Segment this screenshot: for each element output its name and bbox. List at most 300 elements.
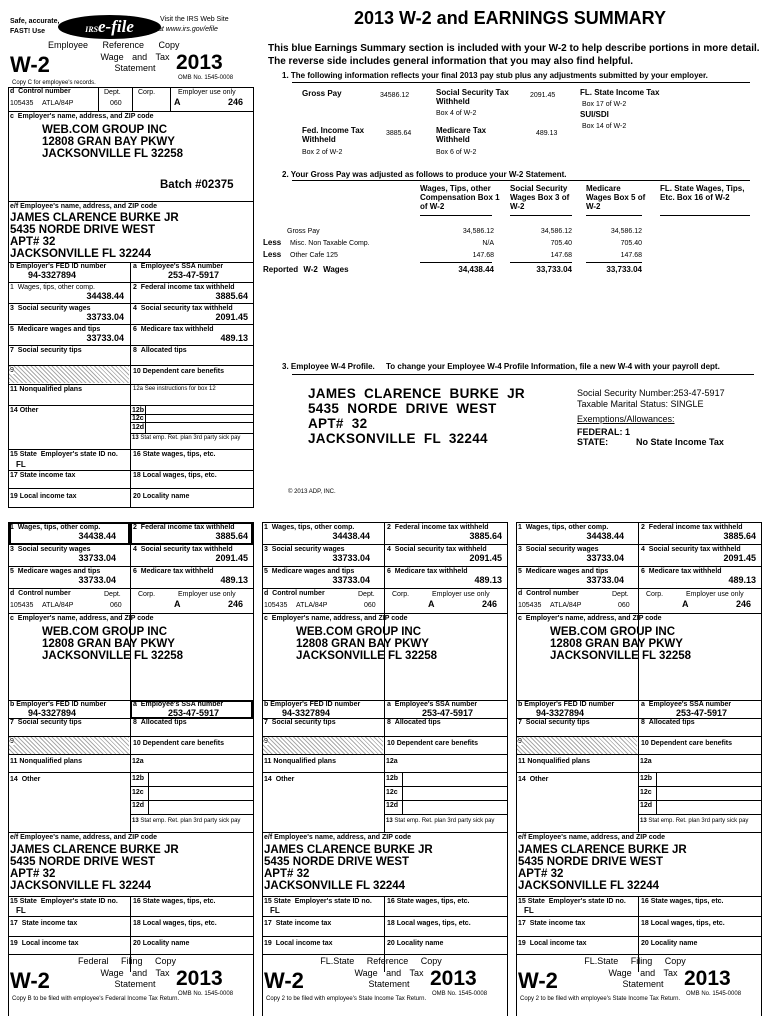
box6-label: 6 Medicare tax withheld [387, 568, 468, 575]
ssa-highlight [130, 700, 253, 719]
box3-value: 33733.04 [78, 553, 116, 563]
employee-address-label: e/f Employee's name, address, and ZIP code [10, 203, 158, 210]
box12a-label: 12a [640, 758, 652, 765]
box3-value: 33733.04 [86, 312, 124, 322]
dept-code: 060 [110, 100, 122, 107]
box16-label: 16 State wages, tips, etc. [387, 898, 470, 905]
intro-line-2: The reverse side includes general information that you may also find helpful. [268, 56, 634, 67]
fed-tax-value: 3885.64 [386, 130, 412, 137]
ssa-label: a Employee's SSA number [133, 701, 224, 708]
box8-label: 8 Allocated tips [387, 719, 441, 726]
adjustment-box1: N/A [482, 240, 494, 247]
employer-use-value: 246 [736, 599, 752, 609]
box1-value: 34438.44 [586, 531, 624, 541]
box1-value: 34438.44 [332, 531, 370, 541]
employer-use-value: 246 [228, 599, 244, 609]
box3-label: 3 Social security wages [10, 546, 91, 553]
box15-state: FL [16, 906, 26, 915]
copy-title: FL.State Reference Copy [320, 956, 442, 966]
employee-apt: APT# 32 [264, 868, 310, 880]
fed-id-value: 94-3327894 [28, 708, 77, 718]
box18-label: 18 Local wages, tips, etc. [387, 920, 471, 927]
col-header-box16: FL. State Wages, Tips, Etc. Box 16 of W-2 [660, 184, 745, 202]
box7-label: 7 Social security tips [10, 347, 82, 354]
section-3-instruction: To change your Employee W-4 Profile Information, file a new W-4 with your payroll dept. [386, 362, 720, 371]
box4-value: 2091.45 [215, 553, 248, 563]
box9-shaded [263, 737, 383, 754]
copy-subtitle: Wage and Tax Statement [608, 968, 678, 990]
copy-note: Copy 2 to be filed with employee's State Income Tax Return. [266, 996, 427, 1002]
box12b: 12b [640, 775, 653, 782]
box18-label: 18 Local wages, tips, etc. [133, 920, 217, 927]
fed-id-value: 94-3327894 [282, 708, 331, 718]
employer-street: 12808 GRAN BAY PKWY [42, 136, 175, 148]
employee-apt: APT# 32 [10, 236, 56, 248]
gross-pay-value: 34586.12 [380, 92, 410, 99]
box1-value: 34438.44 [86, 291, 124, 301]
box15-label: 15 State Employer's state ID no. [10, 898, 118, 905]
tax-year: 2013 [430, 967, 477, 990]
irs-visit-text: Visit the IRS Web Site [160, 16, 229, 23]
box13-label: 13 Stat emp. Ret. plan 3rd party sick pay [640, 818, 749, 824]
copy-note: Copy C for employee's records. [12, 80, 96, 86]
w2-copy-3 [516, 522, 762, 1016]
box5-label: 5 Medicare wages and tips [518, 568, 609, 575]
box15-state: FL [16, 460, 26, 469]
box2-label: 2 Federal income tax withheld [133, 284, 235, 291]
tax-year: 2013 [684, 967, 731, 990]
control-number: 105435 [10, 100, 34, 107]
dept-label: Dept. [104, 591, 121, 598]
form-name: W-2 [264, 968, 304, 993]
control-label: d Control number [518, 590, 579, 597]
medicare-tax-label: Medicare Tax Withheld [436, 126, 487, 144]
safe-text: Safe, accurate, [10, 18, 60, 25]
adjustment-box1: 147.68 [472, 252, 494, 259]
ssn-line: Social Security Number:253-47-5917 [577, 388, 725, 398]
box9-shaded [9, 737, 129, 754]
ssa-value: 253-47-5917 [422, 708, 474, 718]
omb-number: OMB No. 1545-0008 [432, 991, 488, 997]
box18-label: 18 Local wages, tips, etc. [641, 920, 725, 927]
ssa-label: a Employee's SSA number [641, 701, 732, 708]
box6-label: 6 Medicare tax withheld [641, 568, 722, 575]
box15-state: FL [524, 906, 534, 915]
employer-name: WEB.COM GROUP INC [550, 626, 676, 638]
corp-label: Corp. [138, 591, 156, 598]
box12a-label: 12a [132, 758, 144, 765]
marital-status: Taxable Marital Status: SINGLE [577, 399, 704, 409]
irs-url-text: at www.irs.gov/efile [158, 26, 218, 33]
box4-value: 2091.45 [723, 553, 756, 563]
employee-apt: APT# 32 [10, 868, 56, 880]
box12d: 12d [386, 802, 399, 809]
corp-code: A [174, 599, 181, 609]
corp-code: A [428, 599, 435, 609]
box9-number: 9 [10, 738, 14, 745]
copy-note: Copy B to be filed with employee's Federal Income Tax Return. [12, 996, 180, 1002]
w2-copy-c [8, 8, 254, 502]
employer-use-label: Employer use only [178, 591, 236, 598]
federal-exemptions: FEDERAL: 1 [577, 427, 631, 437]
section-1-heading: 1. The following information reflects your final 2013 pay stub plus any adjustments submitted by your employer. [282, 71, 708, 80]
employee-street: 5435 NORDE DRIVE WEST [10, 224, 156, 236]
copy-title: Federal Filing Copy [77, 956, 177, 966]
employer-use-value: 246 [482, 599, 498, 609]
form-name: W-2 [518, 968, 558, 993]
box11-label: 11 Nonqualified plans [10, 758, 82, 765]
omb-number: OMB No. 1545-0008 [178, 991, 234, 997]
employee-street: 5435 NORDE DRIVE WEST [10, 856, 156, 868]
employer-use-label: Employer use only [178, 89, 236, 96]
box15-label: 15 State Employer's state ID no. [518, 898, 626, 905]
fl-state-tax-label: FL. State Income Tax [580, 88, 660, 97]
box10-label: 10 Dependent care benefits [133, 368, 225, 375]
w4-employee-block [308, 386, 525, 446]
box2-value: 3885.64 [469, 531, 502, 541]
box2-label: 2 Federal income tax withheld [387, 524, 489, 531]
ss-tax-box: Box 4 of W-2 [436, 110, 477, 117]
adjustment-box5: 34,586.12 [610, 228, 642, 235]
dept-label: Dept. [104, 89, 121, 96]
employer-name: WEB.COM GROUP INC [42, 626, 168, 638]
ssa-value: 253-47-5917 [676, 708, 728, 718]
state-value: No State Income Tax [636, 437, 724, 447]
atla-code: ATLA/84P [42, 100, 74, 107]
ssa-value: 253-47-5917 [168, 708, 220, 718]
box1-highlight [9, 522, 130, 545]
box16-label: 16 State wages, tips, etc. [133, 898, 216, 905]
box10-label: 10 Dependent care benefits [133, 740, 225, 747]
atla-code: ATLA/84P [550, 602, 582, 609]
box4-label: 4 Social security tax withheld [387, 546, 487, 553]
box15-label: 15 State Employer's state ID no. [264, 898, 372, 905]
irs-logo-text: IRS [85, 25, 99, 34]
employer-street: 12808 GRAN BAY PKWY [550, 638, 683, 650]
box10-label: 10 Dependent care benefits [387, 740, 479, 747]
adjustment-label: Misc. Non Taxable Comp. [290, 240, 370, 247]
employee-city: JACKSONVILLE FL 32244 [10, 248, 152, 260]
copy-subtitle: Wage and Tax Statement [100, 52, 170, 74]
box8-label: 8 Allocated tips [133, 719, 187, 726]
box16-label: 16 State wages, tips, etc. [133, 451, 216, 458]
box16-label: 16 State wages, tips, etc. [641, 898, 724, 905]
box6-value: 489.13 [220, 575, 248, 585]
section-3-heading: 3. Employee W-4 Profile. [282, 362, 375, 371]
fed-id-label: b Employer's FED ID number [10, 701, 107, 708]
box3-label: 3 Social security wages [10, 305, 91, 312]
box8-label: 8 Allocated tips [641, 719, 695, 726]
box9-shaded [517, 737, 637, 754]
box12d: 12d [640, 802, 653, 809]
efile-logo-text: e-file [98, 17, 134, 36]
box11-label: 11 Nonqualified plans [10, 386, 82, 393]
box4-value: 2091.45 [215, 312, 248, 322]
copy-subtitle: Wage and Tax Statement [100, 968, 170, 990]
box6-label: 6 Medicare tax withheld [133, 568, 214, 575]
fed-tax-label: Fed. Income Tax Withheld [302, 126, 365, 144]
box11-label: 11 Nonqualified plans [518, 758, 590, 765]
employer-city: JACKSONVILLE FL 32258 [550, 650, 692, 662]
box12c: 12c [386, 789, 398, 796]
control-number: 105435 [518, 602, 542, 609]
efile-logo [58, 15, 161, 39]
box12a-label: 12a See instructions for box 12 [133, 386, 216, 392]
adjustment-label: Other Cafe 125 [290, 252, 338, 259]
box17-label: 17 State income tax [10, 920, 78, 927]
dept-code: 060 [618, 602, 630, 609]
box5-value: 33733.04 [78, 575, 116, 585]
box17-label: 17 State income tax [10, 472, 76, 479]
box5-value: 33733.04 [86, 333, 124, 343]
employee-city: JACKSONVILLE FL 32244 [518, 880, 660, 892]
box8-label: 8 Allocated tips [133, 347, 187, 354]
box12b: 12b [132, 407, 145, 414]
box6-value: 489.13 [728, 575, 756, 585]
employer-street: 12808 GRAN BAY PKWY [42, 638, 175, 650]
box13-label: 13 Stat emp. Ret. plan 3rd party sick pay [132, 435, 241, 441]
box5-label: 5 Medicare wages and tips [264, 568, 355, 575]
employee-apt: APT# 32 [518, 868, 564, 880]
corp-code: A [174, 97, 181, 107]
box1-label: 1 Wages, tips, other comp. [10, 524, 101, 531]
employer-city: JACKSONVILLE FL 32258 [296, 650, 438, 662]
state-label: STATE: [577, 437, 609, 447]
batch-number: Batch #02375 [160, 179, 234, 191]
box20-label: 20 Locality name [133, 940, 190, 947]
summary-title: 2013 W-2 and EARNINGS SUMMARY [354, 8, 667, 28]
employer-city: JACKSONVILLE FL 32258 [42, 148, 184, 160]
box12c: 12c [132, 415, 144, 422]
box2-value: 3885.64 [723, 531, 756, 541]
fed-tax-box: Box 2 of W-2 [302, 149, 343, 156]
adjustment-label: Gross Pay [287, 228, 320, 235]
employee-name: JAMES CLARENCE BURKE JR [10, 844, 179, 856]
employer-name: WEB.COM GROUP INC [42, 124, 168, 136]
employee-address-label: e/f Employee's name, address, and ZIP code [10, 834, 158, 841]
exemptions-label: Exemptions/Allowances: [577, 414, 675, 424]
box13-label: 13 Stat emp. Ret. plan 3rd party sick pay [386, 818, 495, 824]
reported-wages-label: Reported W-2 Wages [263, 265, 349, 274]
fast-text: FAST! Use [10, 28, 46, 35]
box18-label: 18 Local wages, tips, etc. [133, 472, 217, 479]
box6-label: 6 Medicare tax withheld [133, 326, 214, 333]
box12b: 12b [132, 775, 145, 782]
employee-name: JAMES CLARENCE BURKE JR [264, 844, 433, 856]
copy-title: FL.State Filing Copy [584, 956, 686, 966]
employee-street: 5435 NORDE DRIVE WEST [264, 856, 410, 868]
employer-address-label: c Employer's name, address, and ZIP code [10, 615, 154, 622]
atla-code: ATLA/84P [42, 602, 74, 609]
sui-label: SUI/SDI [580, 110, 609, 119]
fed-id-label: b Employer's FED ID number [518, 701, 615, 708]
medicare-tax-box: Box 6 of W-2 [436, 149, 477, 156]
box6-value: 489.13 [220, 333, 248, 343]
atla-code: ATLA/84P [296, 602, 328, 609]
corp-code: A [682, 599, 689, 609]
employer-address-label: c Employer's name, address, and ZIP code [264, 615, 408, 622]
w4-city: JACKSONVILLE FL 32244 [308, 431, 488, 447]
omb-number: OMB No. 1545-0008 [686, 991, 742, 997]
employer-street: 12808 GRAN BAY PKWY [296, 638, 429, 650]
box9-number: 9 [518, 738, 522, 745]
box14-label: 14 Other [10, 776, 41, 783]
ssa-label: a Employee's SSA number [387, 701, 478, 708]
adjustment-box3: 705.40 [550, 240, 572, 247]
fed-id-value: 94-3327894 [536, 708, 585, 718]
reported-box5: 33,733.04 [606, 265, 642, 274]
adp-copyright: © 2013 ADP, INC. [288, 489, 336, 495]
employer-name: WEB.COM GROUP INC [296, 626, 422, 638]
box4-label: 4 Social security tax withheld [641, 546, 741, 553]
adjustment-box3: 147.68 [550, 252, 572, 259]
ssa-value: 253-47-5917 [168, 270, 220, 280]
box20-label: 20 Locality name [387, 940, 444, 947]
box12c: 12c [132, 789, 144, 796]
tax-year: 2013 [176, 51, 223, 74]
ss-tax-label: Social Security Tax Withheld [436, 88, 509, 106]
box12b: 12b [386, 775, 399, 782]
control-number: 105435 [264, 602, 288, 609]
section-2-heading: 2. Your Gross Pay was adjusted as follows to produce your W-2 Statement. [282, 170, 567, 179]
box20-label: 20 Locality name [133, 493, 190, 500]
box17-label: 17 State income tax [518, 920, 586, 927]
box1-label: 1 Wages, tips, other comp. [10, 284, 95, 291]
ssa-label: a Employee's SSA number [133, 263, 224, 270]
employer-use-value: 246 [228, 97, 244, 107]
box2-value: 3885.64 [215, 531, 248, 541]
box9-shaded [9, 366, 129, 383]
employer-use-label: Employer use only [432, 591, 490, 598]
box1-label: 1 Wages, tips, other comp. [264, 524, 355, 531]
dept-label: Dept. [612, 591, 629, 598]
box3-label: 3 Social security wages [518, 546, 599, 553]
employee-street: 5435 NORDE DRIVE WEST [518, 856, 664, 868]
reported-box1: 34,438.44 [458, 265, 494, 274]
employee-name: JAMES CLARENCE BURKE JR [10, 212, 179, 224]
box3-value: 33733.04 [332, 553, 370, 563]
earnings-summary [262, 0, 762, 500]
fed-id-value: 94-3327894 [28, 270, 77, 280]
box17-label: 17 State income tax [264, 920, 332, 927]
sui-box: Box 14 of W-2 [582, 123, 627, 130]
employer-use-label: Employer use only [686, 591, 744, 598]
corp-label: Corp. [392, 591, 410, 598]
box14-label: 14 Other [10, 407, 39, 414]
box4-label: 4 Social security tax withheld [133, 546, 233, 553]
box11-label: 11 Nonqualified plans [264, 758, 336, 765]
corp-label: Corp. [138, 89, 156, 96]
form-name: W-2 [10, 52, 50, 77]
box14-label: 14 Other [264, 776, 295, 783]
box4-label: 4 Social security tax withheld [133, 305, 233, 312]
box2-highlight [130, 522, 253, 545]
col-header-box1: Wages, Tips, other Compensation Box 1 of W-2 [420, 184, 500, 211]
reported-box3: 33,733.04 [536, 265, 572, 274]
box12c: 12c [640, 789, 652, 796]
box13-label: 13 Stat emp. Ret. plan 3rd party sick pay [132, 818, 241, 824]
box15-state: FL [270, 906, 280, 915]
w2-copy-2 [262, 522, 508, 1016]
copy-subtitle: Wage and Tax Statement [354, 968, 424, 990]
box2-label: 2 Federal income tax withheld [641, 524, 743, 531]
intro-line-1: This blue Earnings Summary section is included with your W-2 to help describe portions in more detail. [268, 43, 760, 54]
employee-address-label: e/f Employee's name, address, and ZIP code [264, 834, 412, 841]
box7-label: 7 Social security tips [10, 719, 82, 726]
employee-name: JAMES CLARENCE BURKE JR [518, 844, 687, 856]
employee-address-label: e/f Employee's name, address, and ZIP code [518, 834, 666, 841]
w4-name: JAMES CLARENCE BURKE JR [308, 386, 525, 401]
box3-label: 3 Social security wages [264, 546, 345, 553]
adjustment-box5: 705.40 [620, 240, 642, 247]
box3-value: 33733.04 [586, 553, 624, 563]
copy-title: Employee Reference Copy [48, 40, 180, 50]
box5-label: 5 Medicare wages and tips [10, 326, 101, 333]
control-label: d Control number [10, 590, 71, 597]
box1-label: 1 Wages, tips, other comp. [518, 524, 609, 531]
employee-city: JACKSONVILLE FL 32244 [264, 880, 406, 892]
copy-note: Copy 2 to be filed with employee's State Income Tax Return. [520, 996, 681, 1002]
control-number: 105435 [10, 602, 34, 609]
box20-label: 20 Locality name [641, 940, 698, 947]
control-label: d Control number [264, 590, 325, 597]
employee-city: JACKSONVILLE FL 32244 [10, 880, 152, 892]
box2-label: 2 Federal income tax withheld [133, 524, 235, 531]
box14-label: 14 Other [518, 776, 549, 783]
gross-pay-label: Gross Pay [302, 89, 342, 98]
box19-label: 19 Local income tax [10, 493, 77, 500]
w2-copy-1 [8, 522, 254, 1016]
w4-street: 5435 NORDE DRIVE WEST [308, 401, 497, 417]
omb-number: OMB No. 1545-0008 [178, 75, 234, 81]
ss-tax-value: 2091.45 [530, 92, 556, 99]
w4-apt: APT# 32 [308, 416, 368, 432]
adjustment-prefix: Less [263, 250, 282, 259]
box9-number: 9 [10, 367, 14, 374]
adjustment-box3: 34,586.12 [540, 228, 572, 235]
dept-code: 060 [364, 602, 376, 609]
box12d: 12d [132, 802, 145, 809]
box6-value: 489.13 [474, 575, 502, 585]
box19-label: 19 Local income tax [264, 940, 333, 947]
box19-label: 19 Local income tax [518, 940, 587, 947]
box5-label: 5 Medicare wages and tips [10, 568, 101, 575]
adjustment-prefix: Less [263, 238, 282, 247]
tax-year: 2013 [176, 967, 223, 990]
control-label: d Control number [10, 88, 71, 95]
dept-code: 060 [110, 602, 122, 609]
col-header-box3: Social Security Wages Box 3 of W-2 [510, 184, 570, 211]
medicare-tax-value: 489.13 [536, 130, 558, 137]
employer-address-label: c Employer's name, address, and ZIP code [518, 615, 662, 622]
fl-state-tax-box: Box 17 of W-2 [582, 101, 627, 108]
box9-number: 9 [264, 738, 268, 745]
employer-city: JACKSONVILLE FL 32258 [42, 650, 184, 662]
adjustment-box1: 34,586.12 [462, 228, 494, 235]
box1-value: 34438.44 [78, 531, 116, 541]
box2-value: 3885.64 [215, 291, 248, 301]
box7-label: 7 Social security tips [264, 719, 336, 726]
box12d: 12d [132, 424, 145, 431]
box12a-label: 12a [386, 758, 398, 765]
box5-value: 33733.04 [586, 575, 624, 585]
box15-label: 15 State Employer's state ID no. [10, 451, 118, 458]
fed-id-label: b Employer's FED ID number [264, 701, 361, 708]
adjustment-box5: 147.68 [620, 252, 642, 259]
box10-label: 10 Dependent care benefits [641, 740, 733, 747]
form-name: W-2 [10, 968, 50, 993]
box7-label: 7 Social security tips [518, 719, 590, 726]
